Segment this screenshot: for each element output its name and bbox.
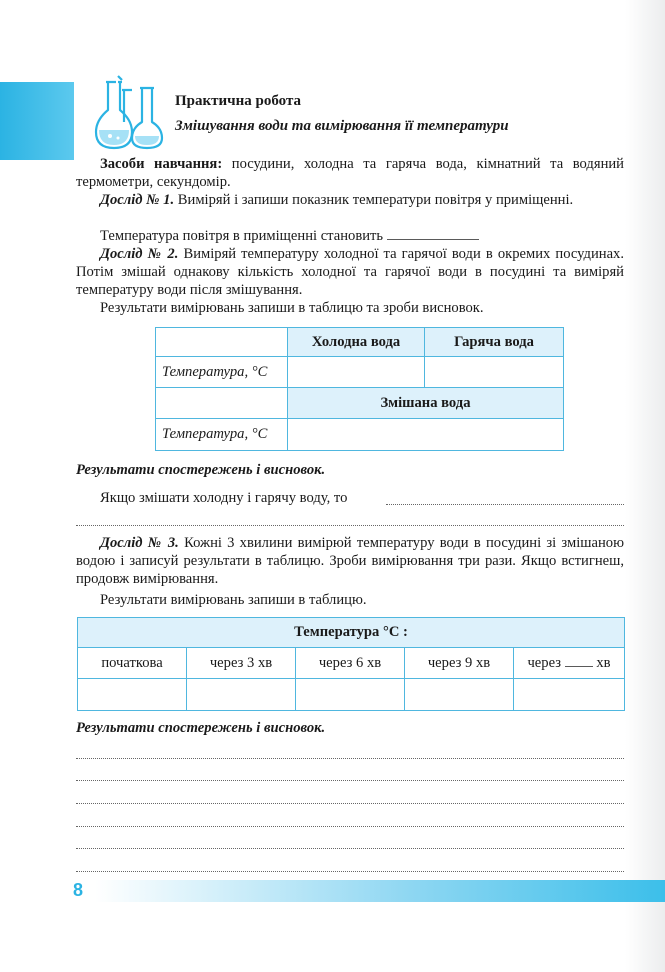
answer-line-3[interactable]	[76, 803, 624, 804]
exp1-line-text: Температура повітря в приміщенні становить	[100, 228, 384, 244]
page-subtitle: Змішування води та вимірювання її температури	[175, 118, 509, 134]
temp-3min-cell[interactable]	[187, 679, 296, 711]
intro-label: Засоби навчання:	[100, 156, 223, 172]
mixed-water-temp-cell[interactable]	[288, 419, 564, 451]
table2-col-initial: початкова	[78, 648, 187, 679]
observations1-line-2[interactable]	[76, 525, 624, 526]
air-temperature-blank[interactable]	[387, 238, 479, 240]
table2-col-6min: через 6 хв	[296, 648, 405, 679]
temperature-series-table	[77, 617, 625, 711]
observations1-blank[interactable]	[386, 504, 624, 505]
exp3-text: Кожні 3 хвилини вимірюй температуру води в посудині зі змішаною водою і записуй результати в таблицю. Зроби вимірювання три рази. Якщо встигнеш, продовж вимірювання.	[76, 535, 625, 587]
footer-accent-band	[95, 880, 665, 902]
table2-title: Температура °С :	[78, 618, 625, 648]
observations1-text: Якщо змішати холодну і гарячу воду, то	[100, 490, 348, 506]
table2-col-custom-suffix: хв	[596, 654, 611, 671]
hot-water-temp-cell[interactable]	[425, 357, 564, 388]
temp-custom-cell[interactable]	[514, 679, 625, 711]
lab-flask-icon	[92, 72, 164, 152]
header-accent-band	[0, 82, 74, 160]
table1-row-label-mixed: Температура, °С	[156, 419, 288, 451]
exp2-paragraph	[76, 245, 624, 299]
table1-header-hot: Гаряча вода	[425, 328, 564, 357]
exp1-label: Дослід № 1.	[100, 192, 175, 208]
exp1-line	[76, 227, 624, 245]
temp-initial-cell[interactable]	[78, 679, 187, 711]
exp1-paragraph	[76, 191, 624, 209]
water-temperature-table	[155, 327, 564, 451]
exp2-results: Результати вимірювань запиши в таблицю та зроби висновок.	[100, 300, 484, 316]
table2-col-custom-prefix: через	[527, 654, 562, 671]
answer-line-5[interactable]	[76, 848, 624, 849]
intro-paragraph	[76, 155, 624, 191]
exp2-label: Дослід № 2.	[100, 246, 179, 262]
table1-blank-cell	[156, 388, 288, 419]
exp3-label: Дослід № 3.	[100, 535, 179, 551]
table1-header-mixed: Змішана вода	[288, 388, 564, 419]
table1-corner	[156, 328, 288, 357]
observations2-title: Результати спостережень і висновок.	[76, 720, 326, 736]
intro-text: посудини, холодна та гаряча вода, кімнатний та водяний термометри, секундомір.	[76, 156, 624, 190]
exp3-paragraph	[76, 534, 624, 588]
custom-minutes-blank[interactable]	[565, 665, 593, 667]
page-title: Практична робота	[175, 93, 302, 109]
answer-line-4[interactable]	[76, 826, 624, 827]
observations1-title: Результати спостережень і висновок.	[76, 462, 326, 478]
exp3-results: Результати вимірювань запиши в таблицю.	[100, 592, 367, 608]
temp-6min-cell[interactable]	[296, 679, 405, 711]
table1-row-label: Температура, °С	[156, 357, 288, 388]
table2-col-custom	[514, 648, 625, 679]
temp-9min-cell[interactable]	[405, 679, 514, 711]
cold-water-temp-cell[interactable]	[288, 357, 425, 388]
answer-line-1[interactable]	[76, 758, 624, 759]
page-number: 8	[73, 880, 84, 900]
answer-line-2[interactable]	[76, 780, 624, 781]
table1-header-cold: Холодна вода	[288, 328, 425, 357]
page-edge-shadow	[625, 0, 665, 972]
answer-line-6[interactable]	[76, 871, 624, 872]
table2-col-3min: через 3 хв	[187, 648, 296, 679]
table2-col-9min: через 9 хв	[405, 648, 514, 679]
exp1-text: Виміряй і запиши показник температури повітря у приміщенні.	[174, 192, 574, 208]
exp2-text: Виміряй температуру холодної та гарячої води в окремих посудинах. Потім змішай однакову кількість холодної та гарячої води в посудині та виміряй температуру води після змішування.	[76, 246, 624, 298]
